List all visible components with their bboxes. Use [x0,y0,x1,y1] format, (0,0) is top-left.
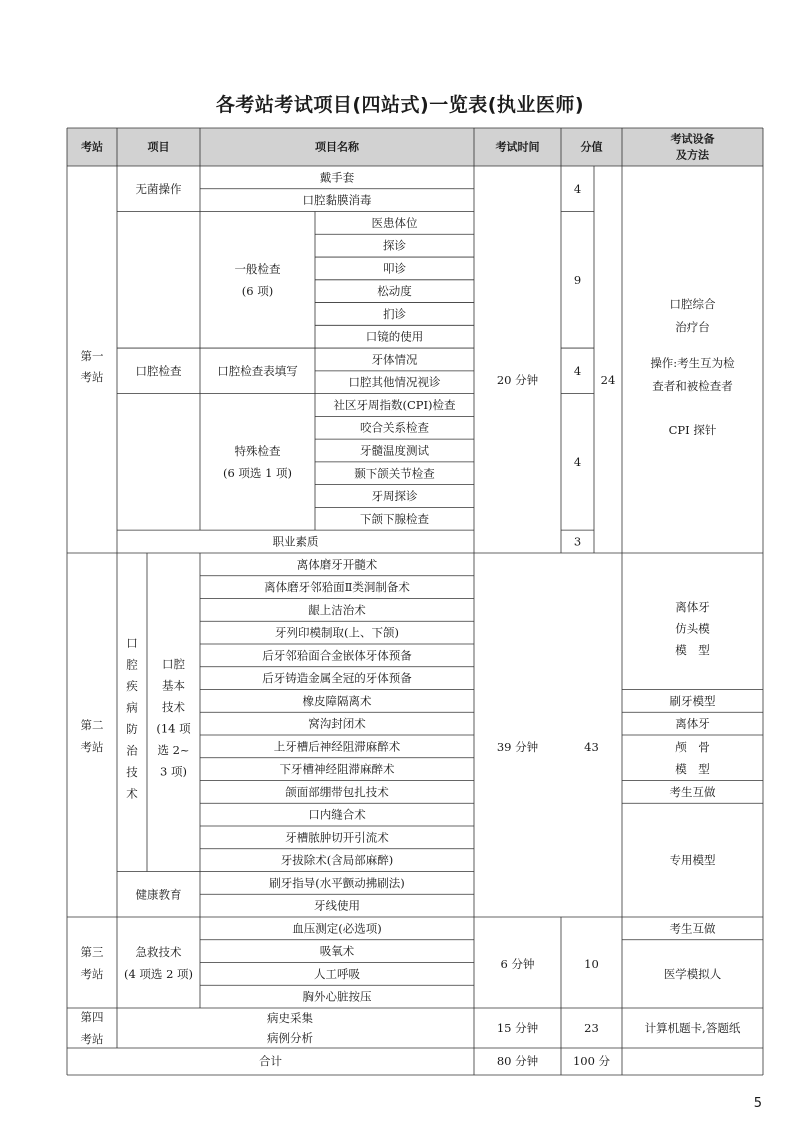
s1-item: 口腔黏膜消毒 [302,193,372,208]
s1-item: 牙周探诊 [371,489,418,504]
s2-disease-category: 疾 [126,679,138,693]
s1-item: 松动度 [377,284,412,299]
s2-equipment: 仿头模 [675,621,710,636]
s1-score: 4 [573,454,582,469]
s2-basic-technique: 技术 [162,700,185,714]
s1-exam-time: 20 分钟 [496,373,539,387]
s3-exam-time: 6 分钟 [500,957,535,971]
s2-basic-technique: 3 项) [160,764,187,779]
s1-item: 扪诊 [383,306,406,321]
s1-score: 4 [573,181,582,196]
s2-disease-category: 术 [126,786,138,801]
s1-item: 叩诊 [383,261,406,276]
s2-equipment: 模 型 [675,761,710,776]
s2-equipment: 离体牙 [675,600,710,614]
s1-item: 医患体位 [371,215,418,230]
s2-equipment: 刷牙模型 [669,693,716,708]
s1-item: 口镜的使用 [365,329,424,344]
s1-special-exam: (6 项选 1 项) [222,465,293,480]
s2-item: 上牙槽后神经阻滞麻醉术 [273,739,401,754]
s3-equipment: 医学模拟人 [663,966,722,981]
s1-item: 探诊 [383,238,406,253]
s3-item: 人工呼吸 [314,966,360,981]
s2-item: 牙线使用 [314,898,360,913]
header-equipment: 考试设备 [670,132,715,146]
s4-equipment: 计算机题卡,答题纸 [644,1021,741,1035]
s2-item: 颌面部绷带包扎技术 [285,784,389,799]
s1-item: 戴手套 [319,170,355,185]
header-category: 项目 [147,140,170,154]
page-title: 各考站考试项目(四站式)一览表(执业医师) [215,94,585,116]
s2-item: 牙列印模制取(上、下颌) [275,625,399,640]
s4-score: 23 [584,1021,599,1035]
s1-equipment: 治疗台 [675,320,710,334]
s2-disease-category: 治 [126,743,138,758]
s4-station: 考站 [80,1032,104,1046]
s2-score: 43 [584,740,599,754]
s2-equipment: 考生互做 [669,784,716,799]
s3-equipment: 考生互做 [669,921,716,936]
s2-disease-category: 病 [126,700,138,715]
header-item-name: 项目名称 [315,140,359,154]
header-score: 分值 [580,140,603,154]
s1-score: 9 [573,272,582,287]
s3-score: 10 [584,957,599,971]
page-number: 5 [753,1096,762,1111]
s3-first-aid-category: (4 项选 2 项) [123,967,194,981]
s1-total-score: 24 [600,373,616,387]
s2-station: 考站 [80,740,104,754]
header-station: 考站 [81,140,103,154]
s1-item: 下颌下腺检查 [360,511,429,526]
s3-item: 血压测定(必选项) [292,921,382,936]
s2-item: 橡皮障隔离术 [302,693,372,708]
s2-item: 窝沟封闭术 [308,716,366,731]
s4-item: 病史采集 [267,1011,313,1025]
s2-equipment: 专用模型 [669,853,716,868]
s2-disease-category: 技 [126,765,138,779]
s1-score: 3 [573,534,582,549]
s2-item: 牙拔除术(含局部麻醉) [280,853,394,868]
s1-equipment: CPI 探针 [668,423,717,437]
s1-special-exam: 特殊检查 [234,443,281,458]
s2-station: 第二 [80,718,104,732]
s1-aseptic-category: 无菌操作 [135,181,182,196]
s1-equipment: 查者和被检查者 [652,379,733,393]
s2-basic-technique: 选 2~ [157,743,190,757]
s2-disease-category: 口 [126,636,138,650]
s2-equipment: 模 型 [675,643,710,657]
s1-professional: 职业素质 [272,534,319,549]
s2-item: 牙槽脓肿切开引流术 [285,830,389,845]
s2-item: 下牙槽神经阻滞麻醉术 [279,762,395,777]
header-exam-time: 考试时间 [495,140,540,154]
s2-item: 后牙铸造金属全冠的牙体预备 [262,671,412,686]
s2-item: 口内缝合术 [308,807,366,822]
s2-disease-category: 腔 [126,657,138,672]
s2-basic-technique: 口腔 [162,657,185,671]
s3-station: 考站 [80,967,104,981]
s1-equipment: 口腔综合 [669,297,716,311]
s1-form-exam: 口腔检查表填写 [217,363,298,378]
s2-equipment: 离体牙 [675,716,710,731]
s2-item: 后牙邻𬌗面合金嵌体牙体预备 [262,648,412,663]
s1-equipment: 操作:考生互为检 [650,356,735,370]
s4-station: 第四 [80,1010,104,1024]
s2-disease-category: 防 [126,722,138,736]
s2-health-education: 健康教育 [135,887,182,902]
s2-basic-technique: (14 项 [156,721,191,736]
header-background [67,128,763,166]
s3-item: 吸氧术 [319,944,355,959]
header-equipment: 及方法 [676,148,709,162]
s1-item: 咬合关系检查 [360,420,429,435]
s1-general-exam: (6 项) [241,283,274,298]
s2-basic-technique: 基本 [162,678,185,693]
total-time: 80 分钟 [496,1054,539,1068]
s1-item: 颞下颌关节检查 [354,466,435,481]
s2-item: 刷牙指导(水平颤动拂刷法) [269,875,405,890]
s2-item: 龈上洁治术 [308,602,366,617]
s1-item: 社区牙周指数(CPI)检查 [333,397,456,412]
s3-first-aid-category: 急救技术 [135,945,182,959]
s2-item: 离体磨牙开髓术 [296,557,378,572]
s1-station: 考站 [80,370,104,384]
s1-general-exam: 一般检查 [234,261,281,276]
s4-exam-time: 15 分钟 [496,1021,539,1035]
total-score: 100 分 [572,1054,611,1068]
s1-item: 牙体情况 [371,352,418,367]
s2-item: 离体磨牙邻𬌗面Ⅱ类洞制备术 [264,580,410,595]
s1-item: 牙髓温度测试 [360,443,429,458]
s1-item: 口腔其他情况视诊 [348,375,441,390]
s2-equipment: 颅 骨 [675,739,710,754]
s1-score: 4 [573,363,582,378]
s3-station: 第三 [80,945,104,959]
s1-station: 第一 [80,349,104,363]
s1-oral-exam-category: 口腔检查 [135,363,182,378]
s4-item: 病例分析 [267,1031,313,1045]
s2-exam-time: 39 分钟 [496,740,539,754]
total-label: 合计 [259,1054,282,1068]
s3-item: 胸外心脏按压 [302,989,372,1004]
